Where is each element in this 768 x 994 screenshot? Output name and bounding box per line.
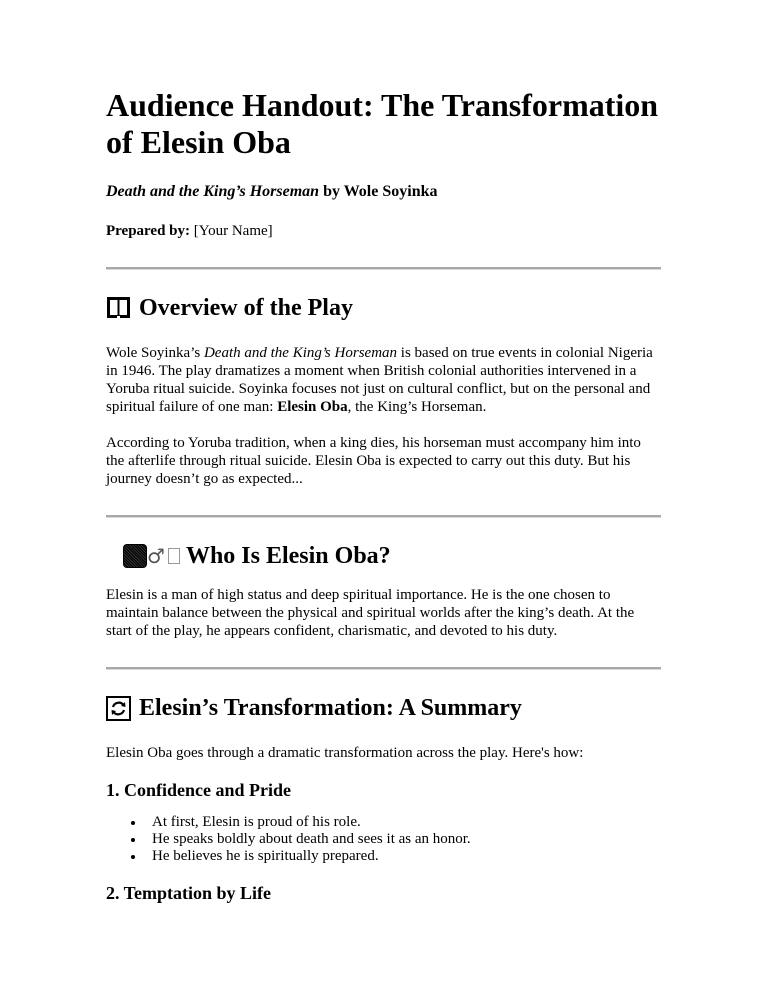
- transformation-intro: Elesin Oba goes through a dramatic transformation across the play. Here's how:: [106, 745, 584, 761]
- section-who: [106, 542, 661, 640]
- play-title-italic: Death and the King’s Horseman: [203, 345, 398, 361]
- section-heading-transformation: [106, 694, 661, 722]
- list-item: At first, Elesin is proud of his role.: [152, 814, 661, 831]
- prepared-by: [106, 222, 661, 240]
- divider: [106, 267, 661, 270]
- section-transformation: [106, 694, 661, 904]
- overview-paragraph-1: [106, 344, 661, 416]
- who-paragraph: Elesin is a man of high status and deep spiritual importance. He is the one chosen to maintain balance between the physical and spiritual worlds after the king’s death. At the start of the play, he appears confident, charismatic, and devoted to his duty.: [106, 587, 635, 639]
- refresh-arrows-icon: [106, 696, 131, 721]
- section-overview: [106, 294, 661, 488]
- section-heading-overview: [106, 294, 661, 322]
- stage-heading-2: 2. Temptation by Life: [106, 883, 272, 903]
- text-run: is based on true events in colonial Nigeria in 1946. The play dramatizes a moment when British colonial authorities intervened in a Yoruba ritual suicide. Soyinka focuses not just on cultural conflict, but on the personal and spiritual failure of one man:: [106, 345, 653, 415]
- character-name-bold: Elesin Oba: [277, 399, 348, 415]
- heading-emoji-icons: [124, 545, 180, 567]
- stage-heading-1: 1. Confidence and Pride: [106, 780, 292, 800]
- prepared-by-label: Prepared by:: [106, 223, 191, 239]
- section-heading-who: [106, 542, 661, 570]
- list-item: He speaks boldly about death and sees it as an honor.: [152, 831, 661, 848]
- overview-paragraph-2: According to Yoruba tradition, when a king dies, his horseman must accompany him into the afterlife through ritual suicide. Elesin Oba is expected to carry out this duty. But his journey doesn’t go as expected...: [106, 435, 641, 487]
- document-subtitle: [106, 183, 661, 201]
- divider: [106, 667, 661, 670]
- list-item: He believes he is spiritually prepared.: [152, 848, 661, 865]
- open-book-icon: [106, 296, 131, 320]
- dark-skin-tone-swatch-icon: [124, 545, 146, 567]
- stage-1-bullets: [106, 814, 661, 865]
- text-run: , the King’s Horseman.: [347, 399, 487, 415]
- divider: [106, 515, 661, 518]
- byline: by Wole Soyinka: [319, 183, 438, 200]
- missing-glyph-icon: [168, 548, 180, 564]
- prepared-by-value: [Your Name]: [190, 223, 273, 239]
- section-heading-text: Who Is Elesin Oba?: [185, 543, 391, 569]
- document-title: Audience Handout: The Transformation of Elesin Oba: [106, 87, 659, 160]
- male-sign-icon: ♂: [147, 544, 165, 568]
- section-heading-text: Elesin’s Transformation: A Summary: [139, 695, 522, 721]
- work-title: Death and the King’s Horseman: [106, 183, 320, 200]
- section-heading-text: Overview of the Play: [139, 295, 353, 321]
- text-run: Wole Soyinka’s: [106, 345, 204, 361]
